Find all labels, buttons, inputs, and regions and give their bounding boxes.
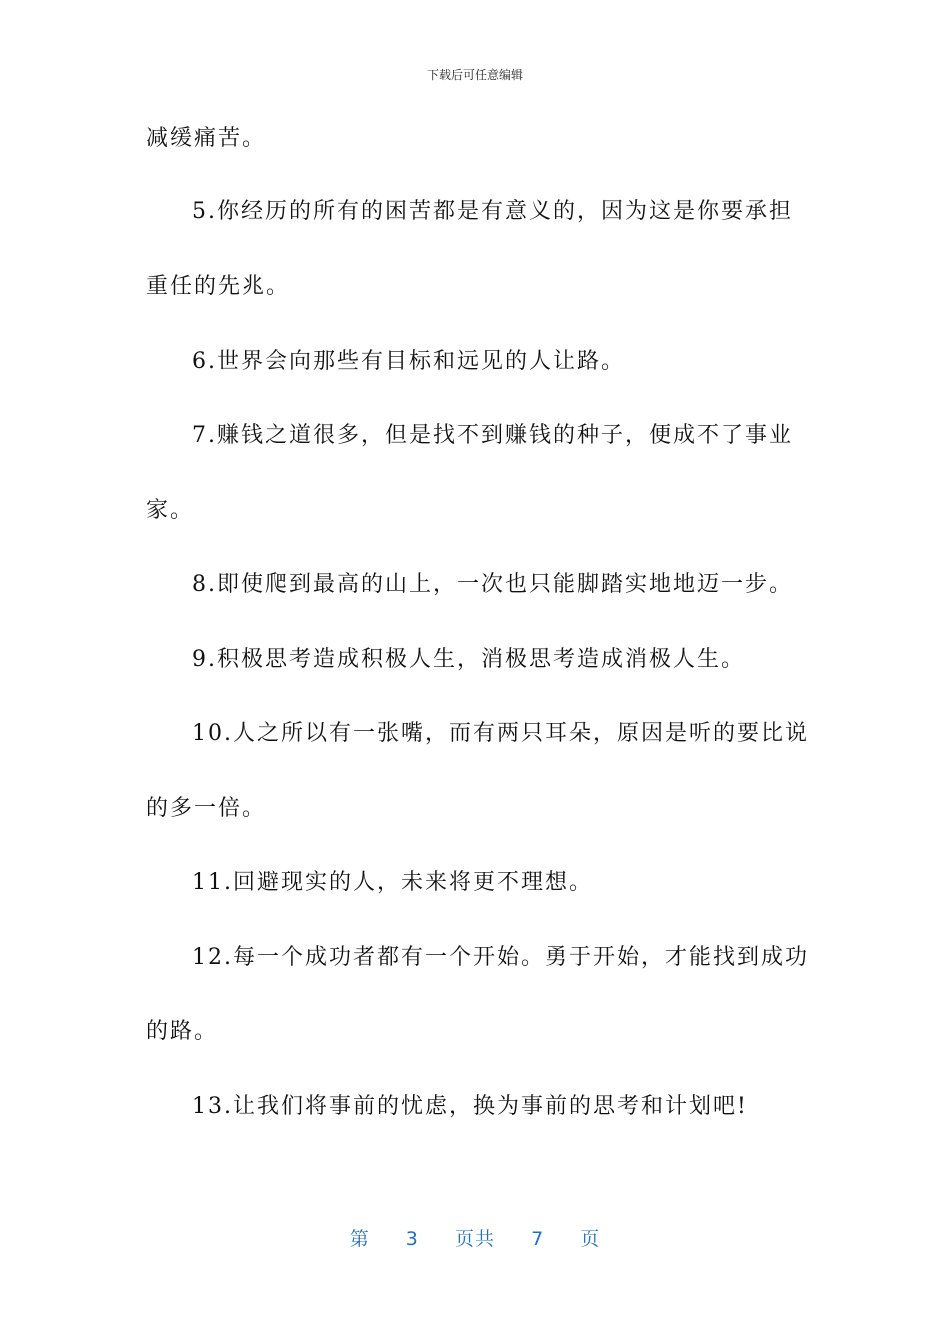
text-line: 的路。 [146, 1019, 219, 1044]
text-line: 的多一倍。 [146, 796, 267, 821]
text-line: 11.回避现实的人，未来将更不理想。 [192, 870, 593, 895]
text-line: 12.每一个成功者都有一个开始。勇于开始，才能找到成功 [192, 945, 809, 970]
total-pages-number: 7 [531, 1228, 545, 1250]
text-line: 家。 [146, 498, 195, 523]
page-footer [0, 1226, 950, 1252]
current-page-number: 3 [405, 1228, 419, 1250]
text-line: 13.让我们将事前的忧虑，换为事前的思考和计划吧! [192, 1094, 748, 1119]
text-line: 6.世界会向那些有目标和远见的人让路。 [192, 349, 625, 374]
text-line: 10.人之所以有一张嘴，而有两只耳朵，原因是听的要比说 [192, 721, 809, 746]
text-line: 8.即使爬到最高的山上，一次也只能脚踏实地地迈一步。 [192, 572, 793, 597]
footer-prefix: 第 [349, 1228, 370, 1250]
text-line: 7.赚钱之道很多，但是找不到赚钱的种子，便成不了事业 [192, 423, 793, 448]
header-note: 下载后可任意编辑 [426, 68, 523, 82]
footer-suffix: 页 [580, 1228, 601, 1250]
text-line: 9.积极思考造成积极人生，消极思考造成消极人生。 [192, 647, 745, 672]
text-line: 减缓痛苦。 [146, 126, 267, 151]
text-line: 重任的先兆。 [146, 274, 291, 299]
text-line: 5.你经历的所有的困苦都是有意义的，因为这是你要承担 [192, 199, 793, 224]
footer-middle: 页共 [454, 1228, 495, 1250]
